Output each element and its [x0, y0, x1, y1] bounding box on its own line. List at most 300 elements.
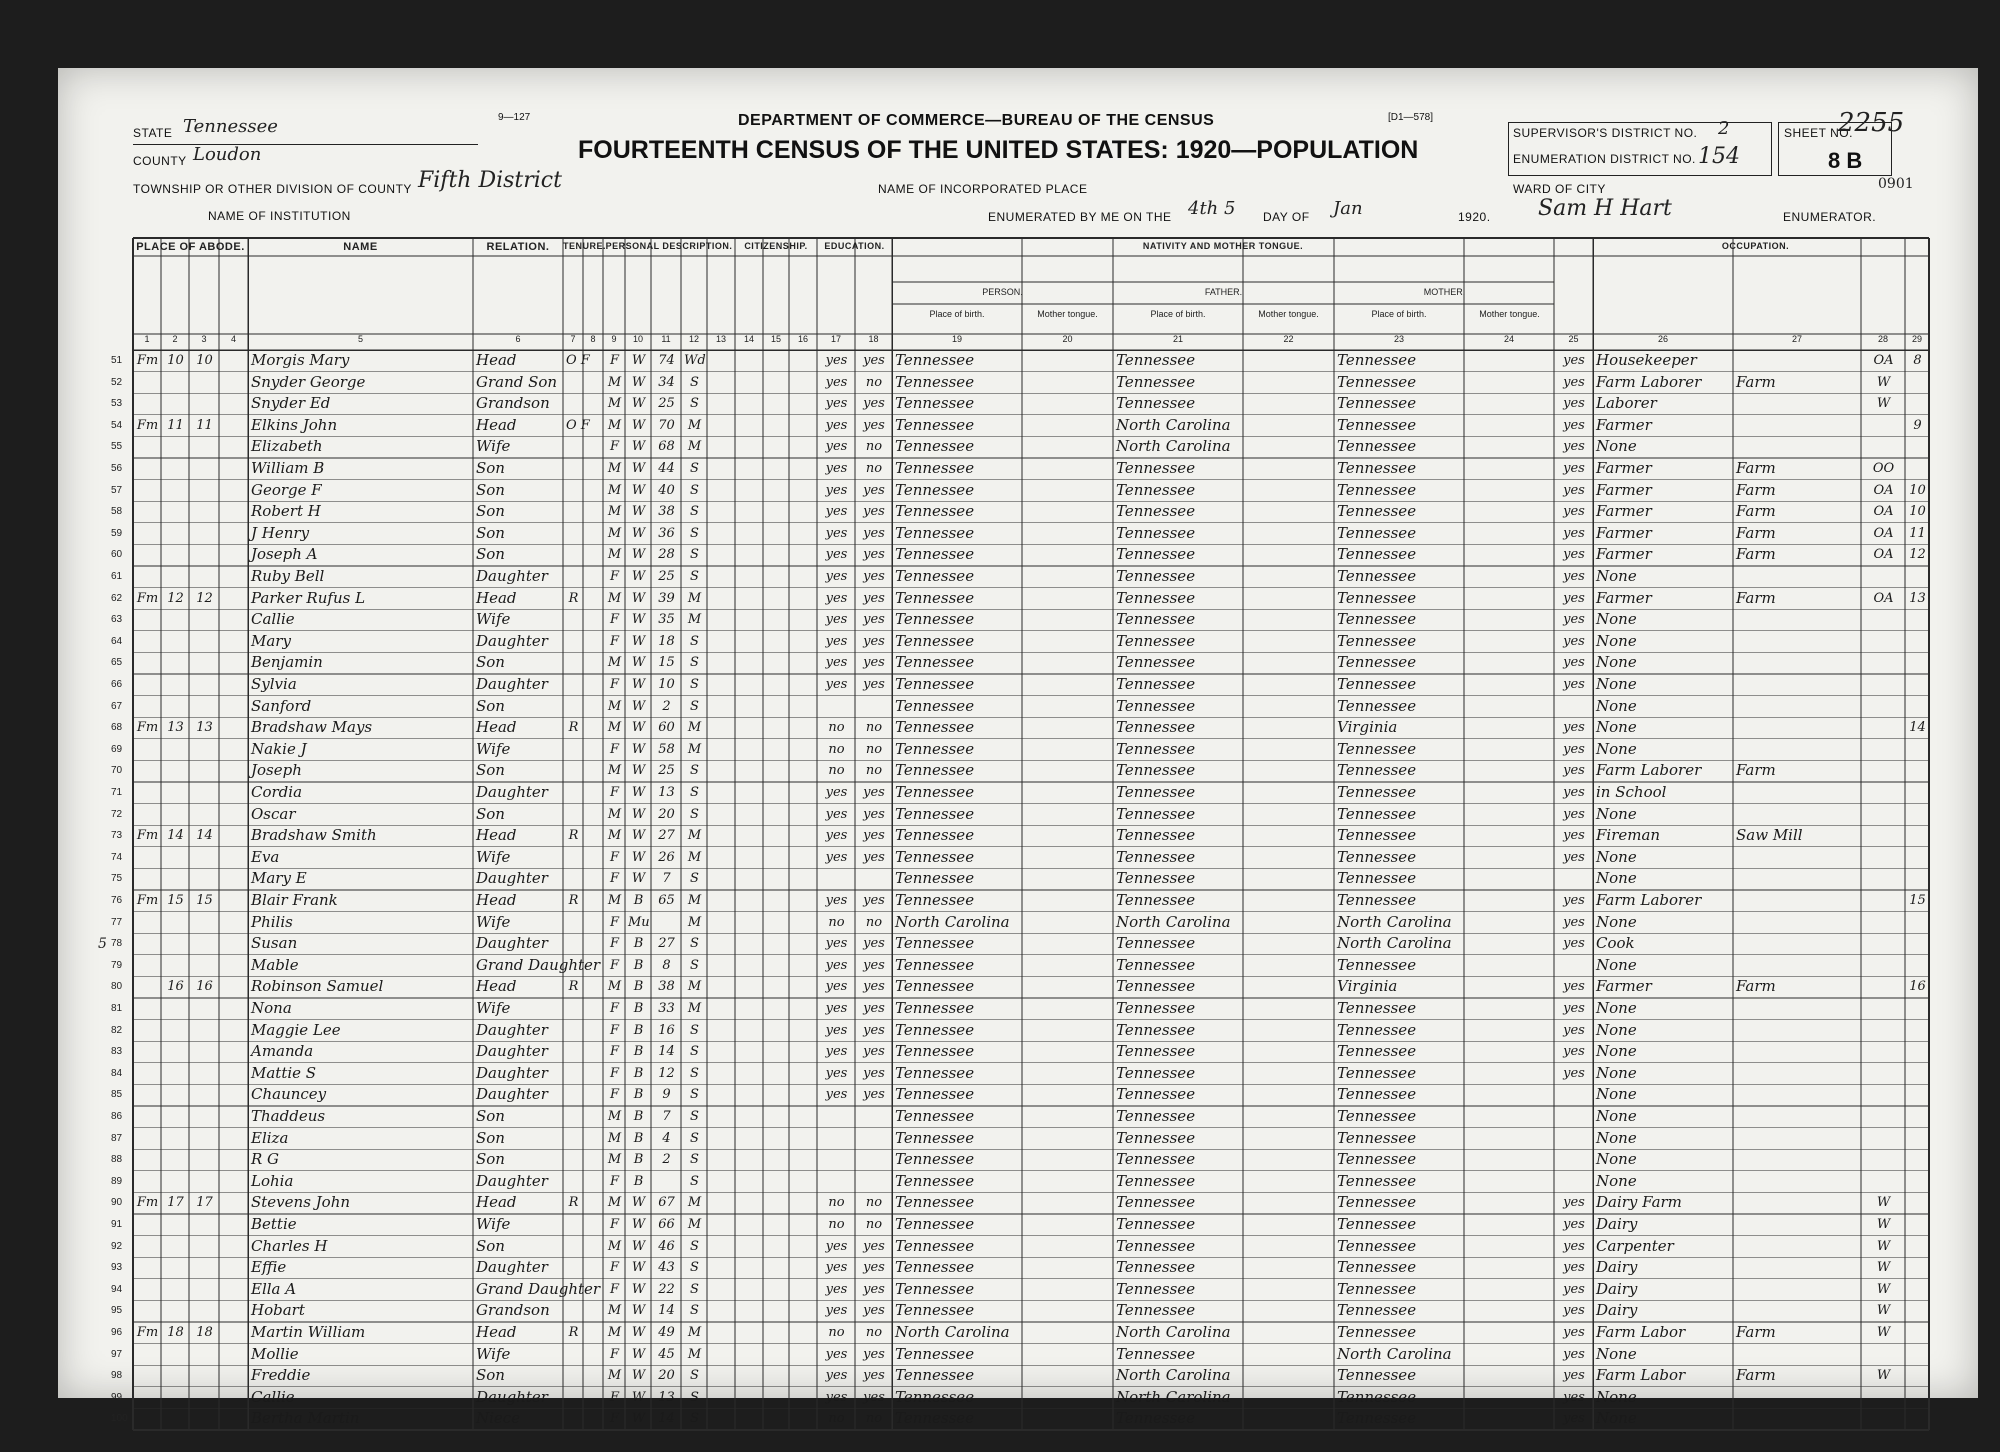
cell-mpob: Tennessee [1337, 1236, 1417, 1255]
form-number: 9—127 [498, 112, 531, 123]
cell-rel: Wife [476, 610, 511, 629]
row-number: 91 [111, 1219, 123, 1230]
cell-ms: M [687, 1001, 702, 1016]
cell-fpob: Tennessee [1116, 847, 1196, 866]
column-number: 21 [1172, 334, 1183, 344]
cell-read: yes [825, 957, 848, 973]
row-number: 95 [111, 1305, 123, 1317]
cell-race: W [631, 698, 646, 714]
day-of-label: DAY OF [1263, 210, 1310, 224]
cell-ms: S [690, 1368, 699, 1384]
column-number: 29 [1911, 334, 1922, 344]
cell-mpob: Tennessee [1337, 588, 1417, 607]
cell-race: W [631, 741, 646, 757]
cell-name: Stevens John [251, 1193, 351, 1212]
row-number: 87 [111, 1132, 123, 1144]
enumeration-value: 154 [1698, 144, 1740, 169]
cell-eng: yes [1563, 1022, 1585, 1038]
cell-ind: Farm [1736, 761, 1776, 780]
cell-fpob: Tennessee [1116, 1042, 1196, 1061]
row-number: 62 [111, 592, 123, 604]
cell-ms: S [690, 633, 699, 649]
cell-occ: Dairy [1596, 1258, 1638, 1277]
cell-write: yes [863, 785, 885, 800]
cell-read: yes [825, 1346, 848, 1362]
cell-occ: None [1596, 1387, 1637, 1406]
cell-ms: S [690, 1238, 699, 1254]
cell-fpob: Tennessee [1116, 999, 1196, 1017]
cell-fpob: Tennessee [1116, 351, 1196, 369]
cell-pob: Tennessee [895, 761, 975, 780]
row-number: 73 [111, 830, 123, 842]
cell-rel: Daughter [476, 934, 548, 953]
cell-read: yes [825, 1065, 848, 1081]
cell-fpob: North Carolina [1116, 415, 1231, 434]
sheet-stamp: 2255 [1838, 108, 1905, 138]
cell-family: 11 [196, 417, 213, 433]
cell-tenure: R [568, 979, 579, 995]
cell-eng: yes [1563, 720, 1585, 736]
cell-read: yes [825, 1389, 848, 1405]
cell-eng: yes [1563, 763, 1585, 779]
cell-fpob: Tennessee [1116, 631, 1196, 650]
cell-sex: M [607, 374, 622, 390]
cell-mpob: Tennessee [1337, 869, 1417, 888]
cell-name: Elkins John [251, 415, 338, 434]
cell-occ: None [1596, 567, 1637, 585]
cell-eng: yes [1563, 590, 1585, 606]
row-number: 68 [111, 722, 123, 734]
cell-ms: S [690, 1130, 699, 1146]
cell-pob: Tennessee [895, 826, 975, 845]
cell-mpob: Tennessee [1337, 372, 1417, 391]
cell-occ: Farm Laborer [1596, 761, 1702, 780]
cell-race: W [631, 1281, 646, 1297]
cell-write: yes [863, 1281, 885, 1297]
cell-eng: yes [1563, 1260, 1585, 1276]
cell-house: 10 [167, 353, 184, 368]
cell-sex: F [609, 1411, 620, 1427]
cell-fpob: Tennessee [1116, 567, 1196, 585]
cell-race: W [631, 417, 646, 433]
cell-ms: M [687, 1195, 702, 1211]
cell-age: 20 [658, 806, 675, 822]
cell-street: Fm [136, 1325, 159, 1340]
row-number: 53 [111, 398, 123, 410]
column-number: 17 [830, 334, 841, 344]
cell-name: Parker Rufus L [251, 588, 366, 607]
row-number: 66 [111, 679, 123, 690]
cell-age: 25 [658, 763, 675, 779]
cell-write: yes [863, 525, 885, 541]
cell-fpob: Tennessee [1116, 523, 1196, 542]
cell-eng: yes [1563, 633, 1585, 649]
cell-race: B [633, 1065, 644, 1081]
cell-ms: S [690, 525, 699, 541]
cell-age: 45 [658, 1346, 675, 1362]
cell-read: no [828, 1217, 845, 1232]
cell-cls: W [1876, 1217, 1891, 1232]
cell-race: W [631, 461, 646, 476]
county-label: COUNTY [133, 154, 187, 168]
cell-write: yes [863, 417, 885, 433]
cell-rel: Daughter [476, 631, 548, 650]
cell-read: yes [825, 417, 848, 433]
cell-pob: Tennessee [895, 891, 975, 909]
cell-fpob: Tennessee [1116, 394, 1196, 413]
column-number: 4 [230, 334, 236, 344]
cell-pob: North Carolina [895, 912, 1010, 931]
cell-age: 22 [658, 1281, 675, 1297]
cell-occ: Farm Laborer [1596, 891, 1702, 909]
state-rule [133, 144, 478, 145]
cell-name: Bettie [251, 1215, 297, 1233]
township-label: TOWNSHIP OR OTHER DIVISION OF COUNTY [133, 182, 412, 196]
cell-sex: M [607, 979, 622, 995]
cell-fpob: Tennessee [1116, 459, 1196, 477]
cell-write: yes [863, 1044, 885, 1060]
cell-fpob: Tennessee [1116, 1193, 1196, 1212]
cell-pob: Tennessee [895, 1150, 975, 1169]
cell-age: 13 [658, 1389, 675, 1405]
cell-pob: Tennessee [895, 480, 975, 499]
cell-write: yes [863, 979, 885, 995]
cell-age: 33 [658, 1001, 675, 1016]
cell-occ: Farmer [1596, 545, 1652, 564]
cell-family: 13 [196, 720, 213, 736]
cell-age: 70 [658, 417, 675, 433]
cell-family: 17 [196, 1195, 213, 1211]
cell-family: 16 [196, 979, 213, 995]
cell-occ: Farmer [1596, 523, 1652, 542]
cell-write: yes [863, 1022, 885, 1038]
cell-sex: M [607, 828, 622, 844]
cell-eng: yes [1563, 1368, 1585, 1384]
cell-eng: yes [1563, 741, 1585, 757]
row-number: 57 [111, 484, 123, 496]
incorporated-label: NAME OF INCORPORATED PLACE [878, 182, 1088, 196]
cell-ms: S [690, 698, 699, 714]
row-number: 77 [111, 916, 123, 928]
cell-mpob: Tennessee [1337, 480, 1417, 499]
cell-read: yes [825, 590, 848, 606]
cell-read: yes [825, 893, 848, 908]
corner-stamp: 0901 [1878, 176, 1914, 192]
cell-sex: M [607, 1303, 622, 1319]
cell-farm: 11 [1909, 525, 1926, 541]
cell-read: yes [825, 979, 848, 995]
row-number: 80 [111, 981, 123, 993]
cell-fpob: Tennessee [1116, 610, 1196, 629]
cell-ind: Farm [1736, 977, 1776, 996]
cell-name: Cordia [251, 783, 303, 801]
cell-race: B [633, 1044, 644, 1060]
cell-fpob: Tennessee [1116, 955, 1196, 974]
group-nativity: NATIVITY AND MOTHER TONGUE. [1142, 241, 1304, 251]
cell-pob: Tennessee [895, 696, 975, 715]
cell-name: Bertha Martin [251, 1409, 360, 1428]
cell-occ: None [1596, 610, 1637, 629]
cell-mpob: Tennessee [1337, 696, 1417, 715]
cell-pob: Tennessee [895, 394, 975, 413]
cell-age: 28 [658, 547, 675, 563]
cell-age: 67 [658, 1195, 675, 1211]
cell-write: yes [863, 1303, 885, 1319]
column-number: 5 [357, 334, 363, 344]
cell-fpob: Tennessee [1116, 826, 1196, 845]
cell-race: W [631, 720, 646, 736]
cell-race: W [631, 849, 646, 865]
cell-occ: Cook [1596, 934, 1635, 953]
cell-write: yes [863, 633, 885, 649]
cell-race: Mu [628, 914, 650, 930]
cell-ind: Farm [1736, 459, 1776, 477]
cell-fpob: Tennessee [1116, 869, 1196, 888]
cell-ms: M [687, 417, 702, 433]
cell-tenure: R [568, 590, 579, 606]
cell-rel: Head [476, 1193, 517, 1212]
cell-eng: yes [1563, 1303, 1585, 1319]
cell-rel: Son [476, 459, 505, 477]
cell-write: yes [863, 893, 885, 908]
cell-write: no [865, 741, 883, 757]
cell-name: Nakie J [251, 739, 307, 758]
cell-read: yes [825, 612, 848, 628]
column-number: 15 [770, 334, 781, 344]
cell-cls: W [1876, 1325, 1891, 1340]
census-title: FOURTEENTH CENSUS OF THE UNITED STATES: 1920—POPULATION [578, 136, 1419, 164]
cell-mpob: Tennessee [1337, 955, 1417, 974]
group-personal: PERSONAL DESCRIPTION. [605, 241, 733, 251]
cell-ind: Farm [1736, 372, 1776, 391]
cell-fpob: Tennessee [1116, 1236, 1196, 1255]
cell-house: 14 [167, 828, 184, 844]
cell-fpob: Tennessee [1116, 783, 1196, 801]
cell-mpob: Tennessee [1337, 675, 1417, 693]
cell-cls: OA [1873, 504, 1894, 520]
row-number: 74 [111, 851, 123, 863]
cell-age: 36 [658, 525, 675, 541]
cell-fpob: Tennessee [1116, 1279, 1196, 1298]
cell-pob: Tennessee [895, 1063, 975, 1082]
cell-sex: F [609, 1001, 620, 1016]
cell-tenure: R [568, 828, 579, 844]
cell-rel: Son [476, 1107, 505, 1125]
cell-family: 10 [196, 353, 213, 368]
cell-fpob: North Carolina [1116, 1323, 1231, 1341]
column-number: 11 [661, 334, 671, 344]
cell-sex: M [607, 655, 622, 671]
cell-sex: M [607, 547, 622, 563]
enumerated-day: 4th 5 [1188, 198, 1236, 219]
cell-cls: OA [1873, 353, 1894, 368]
cell-street: Fm [136, 828, 159, 844]
cell-mpob: Tennessee [1337, 826, 1417, 845]
row-number: 75 [111, 873, 123, 885]
cell-pob: Tennessee [895, 545, 975, 564]
cell-pob: Tennessee [895, 653, 975, 672]
cell-read: yes [825, 633, 848, 649]
cell-age: 12 [658, 1065, 675, 1081]
cell-read: yes [825, 677, 848, 692]
column-number: 1 [144, 334, 150, 344]
cell-rel: Head [476, 351, 517, 369]
cell-tenure: O F [566, 417, 590, 433]
cell-write: yes [863, 957, 885, 973]
cell-age: 44 [658, 461, 675, 476]
cell-read: yes [825, 806, 848, 822]
cell-age: 27 [658, 828, 675, 844]
cell-eng: yes [1563, 1346, 1585, 1362]
cell-sex: F [609, 633, 620, 649]
cell-name: Effie [251, 1258, 287, 1277]
cell-fpob: Tennessee [1116, 545, 1196, 564]
cell-rel: Daughter [476, 1042, 548, 1061]
cell-occ: None [1596, 1128, 1637, 1147]
row-number: 96 [111, 1327, 123, 1338]
cell-ms: M [687, 1325, 702, 1340]
cell-fpob: Tennessee [1116, 502, 1196, 521]
row-number: 79 [111, 959, 123, 971]
cell-write: yes [863, 482, 885, 498]
cell-pob: Tennessee [895, 567, 975, 585]
cell-cls: W [1876, 1260, 1891, 1276]
cell-occ: Farmer [1596, 480, 1652, 499]
cell-fpob: Tennessee [1116, 1150, 1196, 1169]
cell-race: W [631, 763, 646, 779]
cell-ms: S [690, 871, 699, 887]
column-number: 20 [1062, 334, 1073, 344]
cell-mpob: North Carolina [1337, 1344, 1452, 1363]
cell-race: W [631, 828, 646, 844]
cell-mpob: Tennessee [1337, 1409, 1417, 1428]
cell-race: B [633, 936, 644, 952]
cell-sex: M [607, 763, 622, 779]
cell-rel: Head [476, 826, 517, 845]
cell-ms: S [690, 1411, 699, 1427]
cell-fpob: Tennessee [1116, 480, 1196, 499]
cell-occ: Dairy [1596, 1301, 1638, 1320]
cell-mpob: Tennessee [1337, 1042, 1417, 1061]
cell-name: Benjamin [251, 653, 323, 672]
cell-race: B [633, 979, 644, 995]
cell-occ: Laborer [1596, 394, 1657, 413]
cell-ms: S [690, 547, 699, 563]
cell-farm: 8 [1913, 353, 1922, 368]
cell-occ: None [1596, 1107, 1637, 1125]
cell-read: no [828, 763, 845, 779]
group-relation: RELATION. [486, 241, 550, 253]
cell-cls: OA [1873, 547, 1894, 563]
cell-age: 10 [658, 677, 675, 692]
cell-rel: Daughter [476, 1085, 548, 1104]
cell-write: yes [863, 1346, 885, 1362]
cell-sex: M [607, 504, 622, 520]
cell-ind: Farm [1736, 1366, 1776, 1385]
column-number: 23 [1393, 334, 1404, 344]
cell-ms: S [690, 1044, 699, 1060]
cell-eng: yes [1563, 785, 1585, 800]
cell-race: W [631, 482, 646, 498]
cell-sex: M [607, 396, 622, 412]
cell-occ: None [1596, 1344, 1637, 1363]
cell-read: no [828, 914, 845, 930]
cell-house: 18 [167, 1325, 184, 1340]
cell-occ: None [1596, 1063, 1637, 1082]
cell-sex: F [609, 849, 620, 865]
cell-rel: Daughter [476, 567, 548, 585]
cell-farm: 10 [1909, 482, 1926, 498]
head-person-tongue: Mother tongue. [1037, 309, 1098, 319]
cell-name: Freddie [251, 1366, 311, 1385]
cell-mpob: Tennessee [1337, 394, 1417, 413]
cell-ms: M [687, 1346, 702, 1362]
cell-tenure: R [568, 893, 579, 908]
cell-tenure: R [568, 1195, 579, 1211]
cell-eng: yes [1563, 1281, 1585, 1297]
cell-occ: None [1596, 1409, 1637, 1428]
cell-ms: S [690, 957, 699, 973]
cell-mpob: Tennessee [1337, 631, 1417, 650]
cell-ms: M [687, 590, 702, 606]
cell-sex: M [607, 720, 622, 736]
cell-fpob: Tennessee [1116, 1063, 1196, 1082]
cell-race: W [631, 1217, 646, 1232]
cell-age: 46 [658, 1238, 675, 1254]
cell-sex: M [607, 1325, 622, 1340]
cell-race: W [631, 1260, 646, 1276]
cell-name: Joseph [251, 761, 302, 780]
cell-race: W [631, 374, 646, 390]
cell-name: Philis [251, 912, 293, 931]
cell-race: B [633, 1173, 644, 1189]
cell-street: Fm [136, 353, 159, 368]
cell-write: yes [863, 1368, 885, 1384]
row-number: 70 [111, 765, 123, 777]
department-title: DEPARTMENT OF COMMERCE—BUREAU OF THE CENSUS [738, 112, 1215, 129]
cell-sex: M [607, 1195, 622, 1211]
cell-cls: OA [1873, 525, 1894, 541]
cell-mpob: Tennessee [1337, 783, 1417, 801]
cell-name: Mable [251, 955, 299, 974]
cell-name: Mattie S [251, 1063, 317, 1082]
row-number: 100 [111, 1413, 128, 1425]
cell-race: W [631, 504, 646, 520]
cell-rel: Head [476, 977, 517, 996]
cell-age: 49 [658, 1325, 675, 1340]
cell-age: 65 [658, 893, 675, 908]
cell-rel: Head [476, 891, 517, 909]
cell-eng: yes [1563, 547, 1585, 563]
cell-mpob: Tennessee [1337, 351, 1417, 369]
cell-pob: Tennessee [895, 1128, 975, 1147]
row-number: 83 [111, 1046, 123, 1058]
head-mother: MOTHER. [1423, 287, 1466, 297]
cell-write: no [865, 763, 883, 779]
cell-pob: Tennessee [895, 415, 975, 434]
row-number: 94 [111, 1283, 123, 1295]
cell-house: 16 [167, 979, 184, 995]
cell-cls: W [1876, 374, 1891, 390]
head-father-tongue: Mother tongue. [1258, 309, 1319, 319]
cell-name: Sylvia [251, 675, 297, 693]
cell-sex: F [609, 1217, 620, 1232]
head-person-pob: Place of birth. [929, 309, 985, 319]
cell-ms: S [690, 1087, 699, 1103]
cell-name: William B [251, 459, 325, 477]
cell-eng: yes [1563, 828, 1585, 844]
cell-occ: None [1596, 1171, 1637, 1190]
